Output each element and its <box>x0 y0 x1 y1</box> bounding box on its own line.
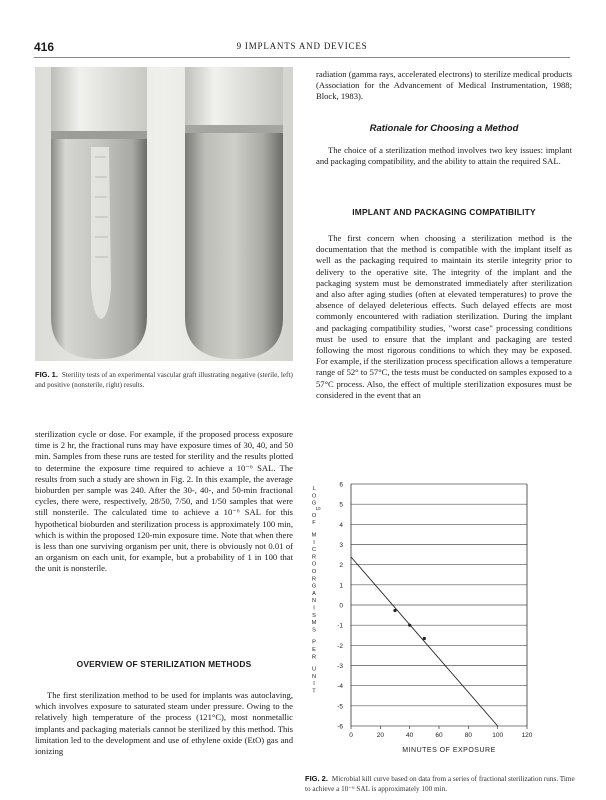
y-tick-label: 0 <box>339 602 343 610</box>
data-point <box>393 609 396 612</box>
figure2-chart <box>305 474 575 774</box>
y-tick-label: -1 <box>337 622 343 630</box>
x-tick-label: 0 <box>349 732 353 739</box>
y-label-letter: M <box>311 620 317 627</box>
data-point <box>408 624 411 627</box>
y-label-letter: T <box>312 688 316 695</box>
y-label-letter: S <box>312 612 316 619</box>
x-axis-label: MINUTES OF EXPOSURE <box>402 747 496 754</box>
y-label-letter: I <box>313 539 315 546</box>
y-label-letter: A <box>312 590 316 597</box>
figure1-label: FIG. 1. <box>35 370 58 379</box>
y-label-letter: O <box>311 569 317 575</box>
y-tick-label: -4 <box>337 683 343 691</box>
x-tick-label: 120 <box>521 732 533 739</box>
figure2-caption-text: Microbial kill curve based on data from a series of fractional sterilization runs. Time to achieve a 10⁻⁶ SAL is approximately 100 min. <box>305 775 575 793</box>
y-label-letter: R <box>311 554 317 561</box>
heading-rationale: Rationale for Choosing a Method <box>369 123 519 134</box>
y-label-letter: M <box>311 532 317 539</box>
page-header <box>34 40 570 56</box>
y-label-letter: S <box>312 627 316 634</box>
y-label-letter: L <box>312 486 316 492</box>
y-tick-label: 3 <box>339 542 343 549</box>
page-number: 416 <box>34 40 55 54</box>
figure2-label: FIG. 2. <box>305 774 328 783</box>
figure2-caption <box>305 774 575 794</box>
y-label-letter: U <box>311 666 317 673</box>
right-paragraph-1: radiation (gamma rays, accelerated electrons) to sterilize medical products (Association for the Advancement of Medical Instrumentation, 1988; Block, 1983). <box>316 69 572 102</box>
heading-overview: OVERVIEW OF STERILIZATION METHODS <box>76 659 252 669</box>
figure1-caption <box>35 370 293 390</box>
y-label-letter: O <box>311 493 317 500</box>
y-label-letter: C <box>311 547 317 554</box>
y-label-letter: O <box>311 512 317 519</box>
figure1-caption-text: Sterility tests of an experimental vascular graft illustrating negative (sterile, left) and positive (nonsterile, right) results. <box>35 371 293 389</box>
y-label-letter: P <box>312 639 316 646</box>
heading-compatibility: IMPLANT AND PACKAGING COMPATIBILITY <box>352 207 536 217</box>
left-paragraph-1: sterilization cycle or dose. For example, if the proposed process exposure time is 2 hr, the fractional runs may have exposure times of 30, 40, and 50 min. Samples from these runs are tested for sterility and the results plotted to determine the exposure time required to achieve a 10⁻⁶ SAL. The results from such a study are shown in Fig. 2. In this example, the average bioburden per sample was 240. After the 30-, 40-, and 50-min fractional cycles, there were, respectively, 28/50, 7/50, and 1/50 samples that were still nonsterile. The calculated time to achieve a 10⁻⁶ SAL for this hypothetical bioburden and sterilization process is approximately 100 min, which is within the proposed 120-min exposure time. Note that when there is less than one surviving organism per unit, there is obviously not 0.01 of an organism on each unit, for example, but a probability of 1 in 100 that the unit is nonsterile. <box>35 429 293 574</box>
test-tubes-image <box>35 67 293 361</box>
x-tick-label: 100 <box>492 732 504 739</box>
figure1-photo <box>35 67 293 361</box>
y-label-letter: O <box>311 561 317 568</box>
header-rule <box>34 57 570 58</box>
running-title: 9 IMPLANTS AND DEVICES <box>236 41 368 51</box>
y-tick-label: 5 <box>339 501 343 509</box>
y-label-letter: I <box>313 681 315 688</box>
kill-curve-svg <box>305 474 575 774</box>
x-tick-label: 60 <box>435 732 443 739</box>
y-tick-label: 6 <box>339 481 343 489</box>
y-label-subscript: 10 <box>315 505 321 511</box>
data-point <box>423 637 426 640</box>
x-tick-label: 20 <box>376 732 384 739</box>
y-label-letter: R <box>311 576 317 583</box>
y-tick-label: 1 <box>339 582 343 590</box>
y-label-letter: N <box>311 598 317 605</box>
y-label-letter: I <box>313 605 315 612</box>
y-tick-label: -5 <box>337 703 343 711</box>
right-paragraph-2: The choice of a sterilization method involves two key issues: implant and packaging compatibility, and the ability to attain the required SAL. <box>316 145 572 167</box>
y-tick-label: 4 <box>339 521 343 529</box>
y-label-letter: R <box>311 654 317 661</box>
left-paragraph-2: The first sterilization method to be used for implants was autoclaving, which involves exposure to saturated steam under pressure. Owing to the relatively high temperature of the process (121°C), most nonmetallic implants and packaging materials cannot be sterilized by this method. This limitation led to the development and use of ethylene oxide (EtO) gas and ionizing <box>35 690 293 757</box>
x-tick-label: 40 <box>406 732 414 739</box>
y-label-letter: E <box>312 647 316 653</box>
y-tick-label: -6 <box>337 723 343 731</box>
y-label-letter: G <box>311 500 317 507</box>
y-label-letter: G <box>311 583 317 590</box>
y-label-letter: F <box>312 520 316 527</box>
y-tick-label: 2 <box>339 562 343 570</box>
right-paragraph-3: The first concern when choosing a sterilization method is the documentation that the method is compatible with the implant itself as well as the packaging required to maintain its sterile integrity prior to delivery to the operative site. The integrity of the implant and the packaging system must be demonstrated immediately after sterilization and also after aging studies (often at elevated temperatures) to prove the absence of delayed deleterious effects. Such delayed effects are most commonly encountered with radiation sterilization. During the implant and packaging compatibility studies, "worst case" processing conditions must be used to ensure that the implant and packaging are tested following the most rigorous conditions to which they may be exposed. For example, if the sterilization process specification allows a temperature range of 52° to 57°C, the tests must be conducted on samples exposed to a 57°C process. Also, the effect of multiple sterilization exposures must be considered in the event that an <box>316 233 572 400</box>
kill-curve-line <box>351 557 498 726</box>
y-label-letter: N <box>311 673 317 680</box>
y-tick-label: -2 <box>337 642 343 650</box>
x-tick-label: 80 <box>464 732 472 739</box>
y-tick-label: -3 <box>337 663 343 670</box>
